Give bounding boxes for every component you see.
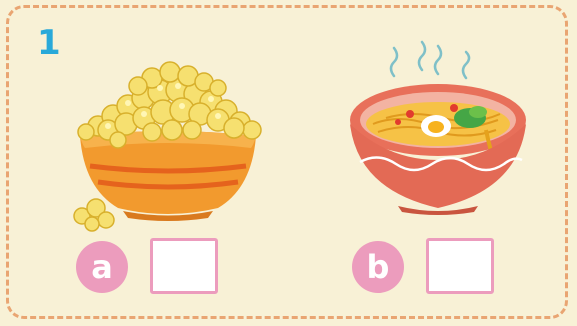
question-number: 1 [37,23,61,63]
noodle-soup-bowl-icon [338,40,538,215]
option-a-answer-box[interactable] [150,238,218,294]
popcorn-bowl-icon [68,48,268,233]
option-b-answer-box[interactable] [426,238,494,294]
option-b-badge: b [352,241,404,293]
option-a-badge: a [76,241,128,293]
